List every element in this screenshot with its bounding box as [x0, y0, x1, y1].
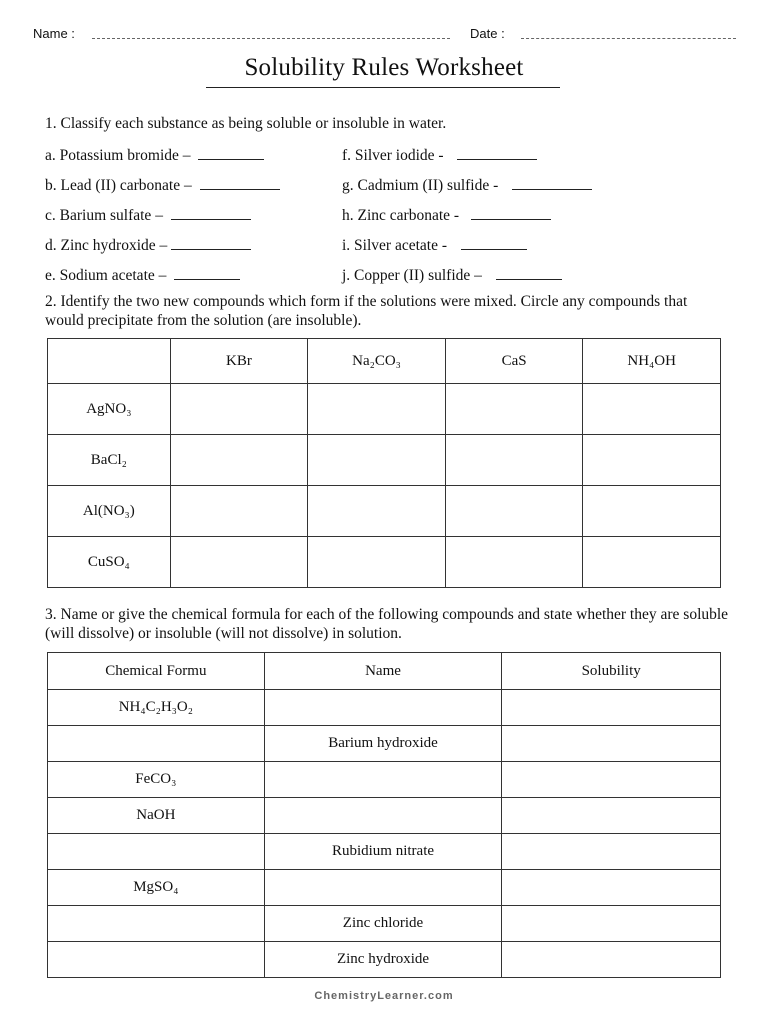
q1-item-d	[45, 235, 251, 255]
answer-blank[interactable]	[171, 235, 251, 250]
column-header: Solubility	[502, 653, 721, 690]
solubility-cell[interactable]	[502, 942, 721, 978]
q1-item-label: h. Zinc carbonate -	[342, 207, 460, 224]
q1-item-label: g. Cadmium (II) sulfide -	[342, 177, 499, 194]
formula-cell[interactable]: MgSO₄	[48, 870, 265, 906]
q1-item-label: a. Potassium bromide –	[45, 147, 191, 164]
q1-item-label: d. Zinc hydroxide –	[45, 237, 168, 254]
q1-item-label: j. Copper (II) sulfide –	[342, 267, 482, 284]
name-cell[interactable]	[264, 798, 502, 834]
table-row	[48, 906, 721, 942]
row-header: AgNO₃	[48, 384, 171, 435]
title-underline	[206, 87, 560, 88]
question-3-prompt: 3. Name or give the chemical formula for each of the following compounds and state whether they are soluble (will dissolve) or insoluble (will not dissolve) in solution.	[45, 606, 729, 642]
date-field-line[interactable]	[521, 38, 736, 39]
answer-blank[interactable]	[198, 145, 264, 160]
q1-item-a	[45, 145, 264, 165]
question-1-prompt: 1. Classify each substance as being soluble or insoluble in water.	[45, 115, 447, 132]
table-header-row	[48, 653, 721, 690]
answer-cell[interactable]	[445, 384, 583, 435]
answer-blank[interactable]	[457, 145, 537, 160]
column-header: KBr	[170, 339, 308, 384]
table-row	[48, 486, 721, 537]
solubility-cell[interactable]	[502, 834, 721, 870]
site-footer: ChemistryLearner.com	[314, 990, 454, 1002]
answer-cell[interactable]	[308, 384, 446, 435]
q1-item-j	[342, 265, 562, 285]
q1-item-g	[342, 175, 592, 195]
q1-item-i	[342, 235, 527, 255]
answer-cell[interactable]	[170, 435, 308, 486]
name-cell[interactable]: Zinc chloride	[264, 906, 502, 942]
name-field-line[interactable]	[92, 38, 450, 39]
page-title: Solubility Rules Worksheet	[244, 54, 524, 81]
answer-cell[interactable]	[583, 435, 721, 486]
formula-cell[interactable]	[48, 906, 265, 942]
formula-cell[interactable]	[48, 726, 265, 762]
answer-cell[interactable]	[308, 486, 446, 537]
q1-item-label: i. Silver acetate -	[342, 237, 448, 254]
solubility-cell[interactable]	[502, 870, 721, 906]
solubility-cell[interactable]	[502, 906, 721, 942]
answer-cell[interactable]	[170, 537, 308, 588]
q1-item-h	[342, 205, 551, 225]
answer-cell[interactable]	[583, 384, 721, 435]
answer-blank[interactable]	[461, 235, 527, 250]
name-label: Name :	[33, 26, 75, 41]
answer-cell[interactable]	[445, 486, 583, 537]
answer-blank[interactable]	[471, 205, 551, 220]
q1-item-label: f. Silver iodide -	[342, 147, 444, 164]
formula-cell[interactable]: NH₄C₂H₃O₂	[48, 690, 265, 726]
answer-cell[interactable]	[170, 384, 308, 435]
table-row	[48, 870, 721, 906]
name-cell[interactable]: Rubidium nitrate	[264, 834, 502, 870]
table-row	[48, 537, 721, 588]
formula-cell[interactable]: FeCO₃	[48, 762, 265, 798]
q1-item-e	[45, 265, 240, 285]
solubility-cell[interactable]	[502, 798, 721, 834]
solubility-cell[interactable]	[502, 726, 721, 762]
table-row	[48, 726, 721, 762]
answer-cell[interactable]	[445, 435, 583, 486]
answer-cell[interactable]	[308, 537, 446, 588]
solubility-cell[interactable]	[502, 690, 721, 726]
row-header: BaCl₂	[48, 435, 171, 486]
answer-blank[interactable]	[496, 265, 562, 280]
name-cell[interactable]: Barium hydroxide	[264, 726, 502, 762]
q1-item-b	[45, 175, 280, 195]
table-header-row	[48, 339, 721, 384]
q1-item-f	[342, 145, 537, 165]
row-header: Al(NO₃)	[48, 486, 171, 537]
name-cell[interactable]	[264, 762, 502, 798]
table-row	[48, 834, 721, 870]
table-corner-cell	[48, 339, 171, 384]
table-row	[48, 690, 721, 726]
column-header: Name	[264, 653, 502, 690]
name-cell[interactable]: Zinc hydroxide	[264, 942, 502, 978]
question-2-prompt: 2. Identify the two new compounds which form if the solutions were mixed. Circle any compounds that would precipitate from the solution (are insoluble).	[45, 293, 688, 329]
table-row	[48, 384, 721, 435]
q1-item-label: e. Sodium acetate –	[45, 267, 167, 284]
name-cell[interactable]	[264, 690, 502, 726]
answer-cell[interactable]	[170, 486, 308, 537]
table-row	[48, 942, 721, 978]
formula-cell[interactable]: NaOH	[48, 798, 265, 834]
answer-blank[interactable]	[171, 205, 251, 220]
q1-item-label: b. Lead (II) carbonate –	[45, 177, 192, 194]
formula-cell[interactable]	[48, 834, 265, 870]
q1-item-label: c. Barium sulfate –	[45, 207, 163, 224]
column-header: CaS	[445, 339, 583, 384]
table-row	[48, 798, 721, 834]
mixing-table	[47, 338, 721, 588]
q1-item-c	[45, 205, 251, 225]
answer-blank[interactable]	[200, 175, 280, 190]
answer-cell[interactable]	[308, 435, 446, 486]
formula-cell[interactable]	[48, 942, 265, 978]
answer-blank[interactable]	[512, 175, 592, 190]
table-row	[48, 762, 721, 798]
column-header: Chemical Formu	[48, 653, 265, 690]
compounds-table	[47, 652, 721, 978]
answer-cell[interactable]	[583, 537, 721, 588]
table-row	[48, 435, 721, 486]
answer-blank[interactable]	[174, 265, 240, 280]
answer-cell[interactable]	[583, 486, 721, 537]
row-header: CuSO₄	[48, 537, 171, 588]
solubility-cell[interactable]	[502, 762, 721, 798]
date-label: Date :	[470, 26, 505, 41]
name-cell[interactable]	[264, 870, 502, 906]
answer-cell[interactable]	[445, 537, 583, 588]
column-header: NH₄OH	[583, 339, 721, 384]
column-header: Na₂CO₃	[308, 339, 446, 384]
